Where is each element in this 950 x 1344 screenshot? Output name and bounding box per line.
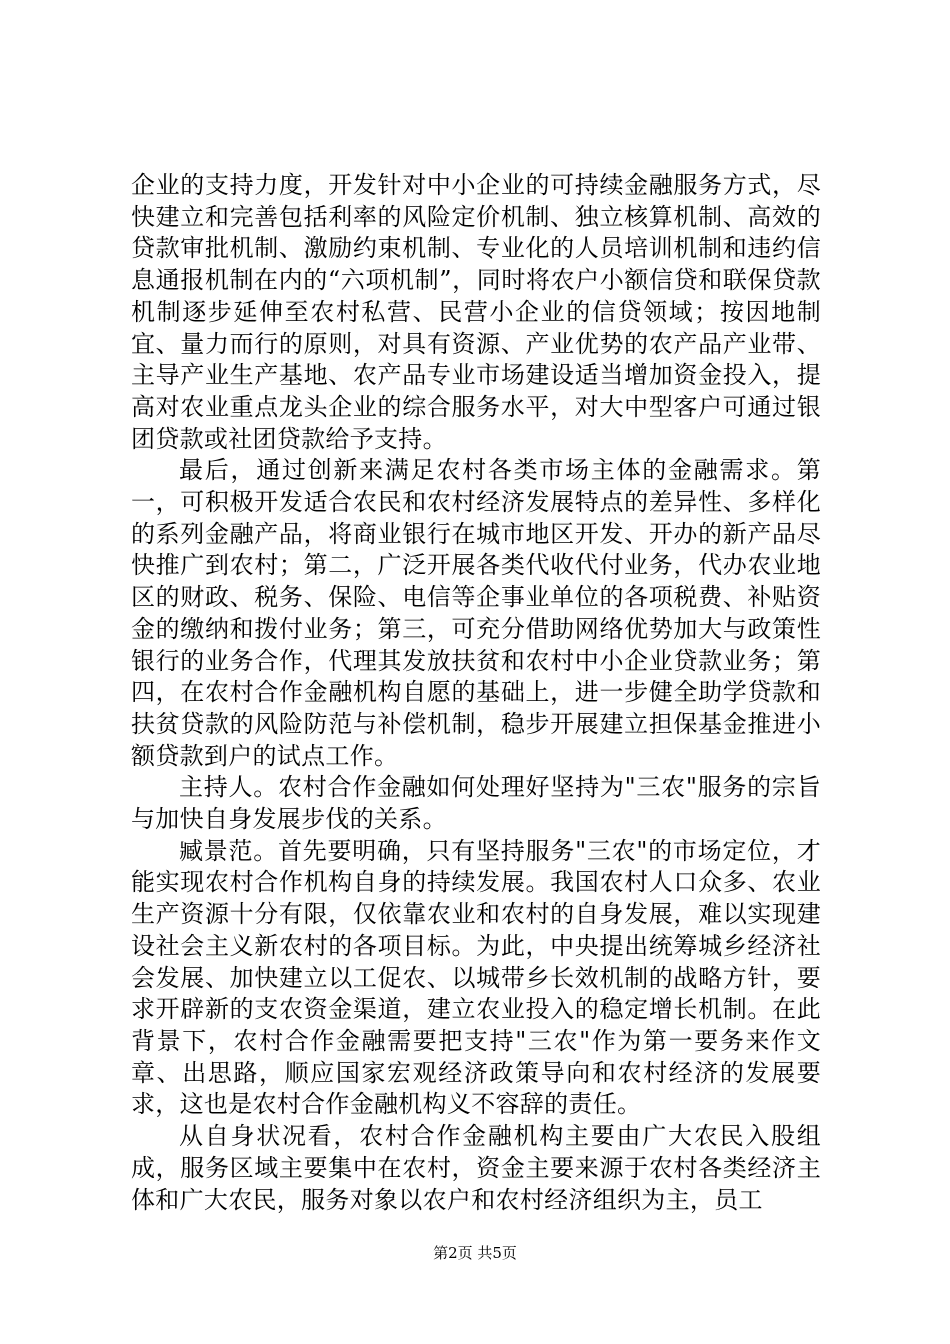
paragraph-5: 从自身状况看，农村合作金融机构主要由广大农民入股组成，服务区域主要集中在农村，资金主要来源于农村各类经济主体和广大农民，服务对象以农户和农村经济组织为主，员工: [131, 1122, 821, 1214]
paragraph-4: 臧景范。首先要明确，只有坚持服务"三农"的市场定位，才能实现农村合作机构自身的持续发展。我国农村人口众多、农业生产资源十分有限，仅依靠农业和农村的自身发展，难以实现建设社会主义新农村的各项目标。为此，中央提出统筹城乡经济社会发展、加快建立以工促农、以城带乡长效机制的战略方针，要求开辟新的支农资金渠道，建立农业投入的稳定增长机制。在此背景下，农村合作金融需要把支持"三农"作为第一要务来作文章、出思路，顺应国家宏观经济政策导向和农村经济的发展要求，这也是农村合作金融机构义不容辞的责任。: [131, 836, 821, 1119]
paragraph-1: 企业的支持力度，开发针对中小企业的可持续金融服务方式，尽快建立和完善包括利率的风险定价机制、独立核算机制、高效的贷款审批机制、激励约束机制、专业化的人员培训机制和违约信息通报机制在内的“六项机制”，同时将农户小额信贷和联保贷款机制逐步延伸至农村私营、民营小企业的信贷领域；按因地制宜、量力而行的原则，对具有资源、产业优势的农产品产业带、主导产业生产基地、农产品专业市场建设适当增加资金投入，提高对农业重点龙头企业的综合服务水平，对大中型客户可通过银团贷款或社团贷款给予支持。: [131, 171, 821, 453]
document-body: [131, 170, 821, 1216]
page-number-footer: 第2页 共5页: [433, 1244, 517, 1262]
paragraph-2: 最后，通过创新来满足农村各类市场主体的金融需求。第一，可积极开发适合农民和农村经济发展特点的差异性、多样化的系列金融产品，将商业银行在城市地区开发、开办的新产品尽快推广到农村；第二，广泛开展各类代收代付业务，代办农业地区的财政、税务、保险、电信等企事业单位的各项税费、补贴资金的缴纳和拨付业务；第三，可充分借助网络优势加大与政策性银行的业务合作，代理其发放扶贫和农村中小企业贷款业务；第四，在农村合作金融机构自愿的基础上，进一步健全助学贷款和扶贫贷款的风险防范与补偿机制，稳步开展建立担保基金推进小额贷款到户的试点工作。: [131, 456, 821, 770]
paragraph-3: 主持人。农村合作金融如何处理好坚持为"三农"服务的宗旨与加快自身发展步伐的关系。: [131, 773, 821, 834]
